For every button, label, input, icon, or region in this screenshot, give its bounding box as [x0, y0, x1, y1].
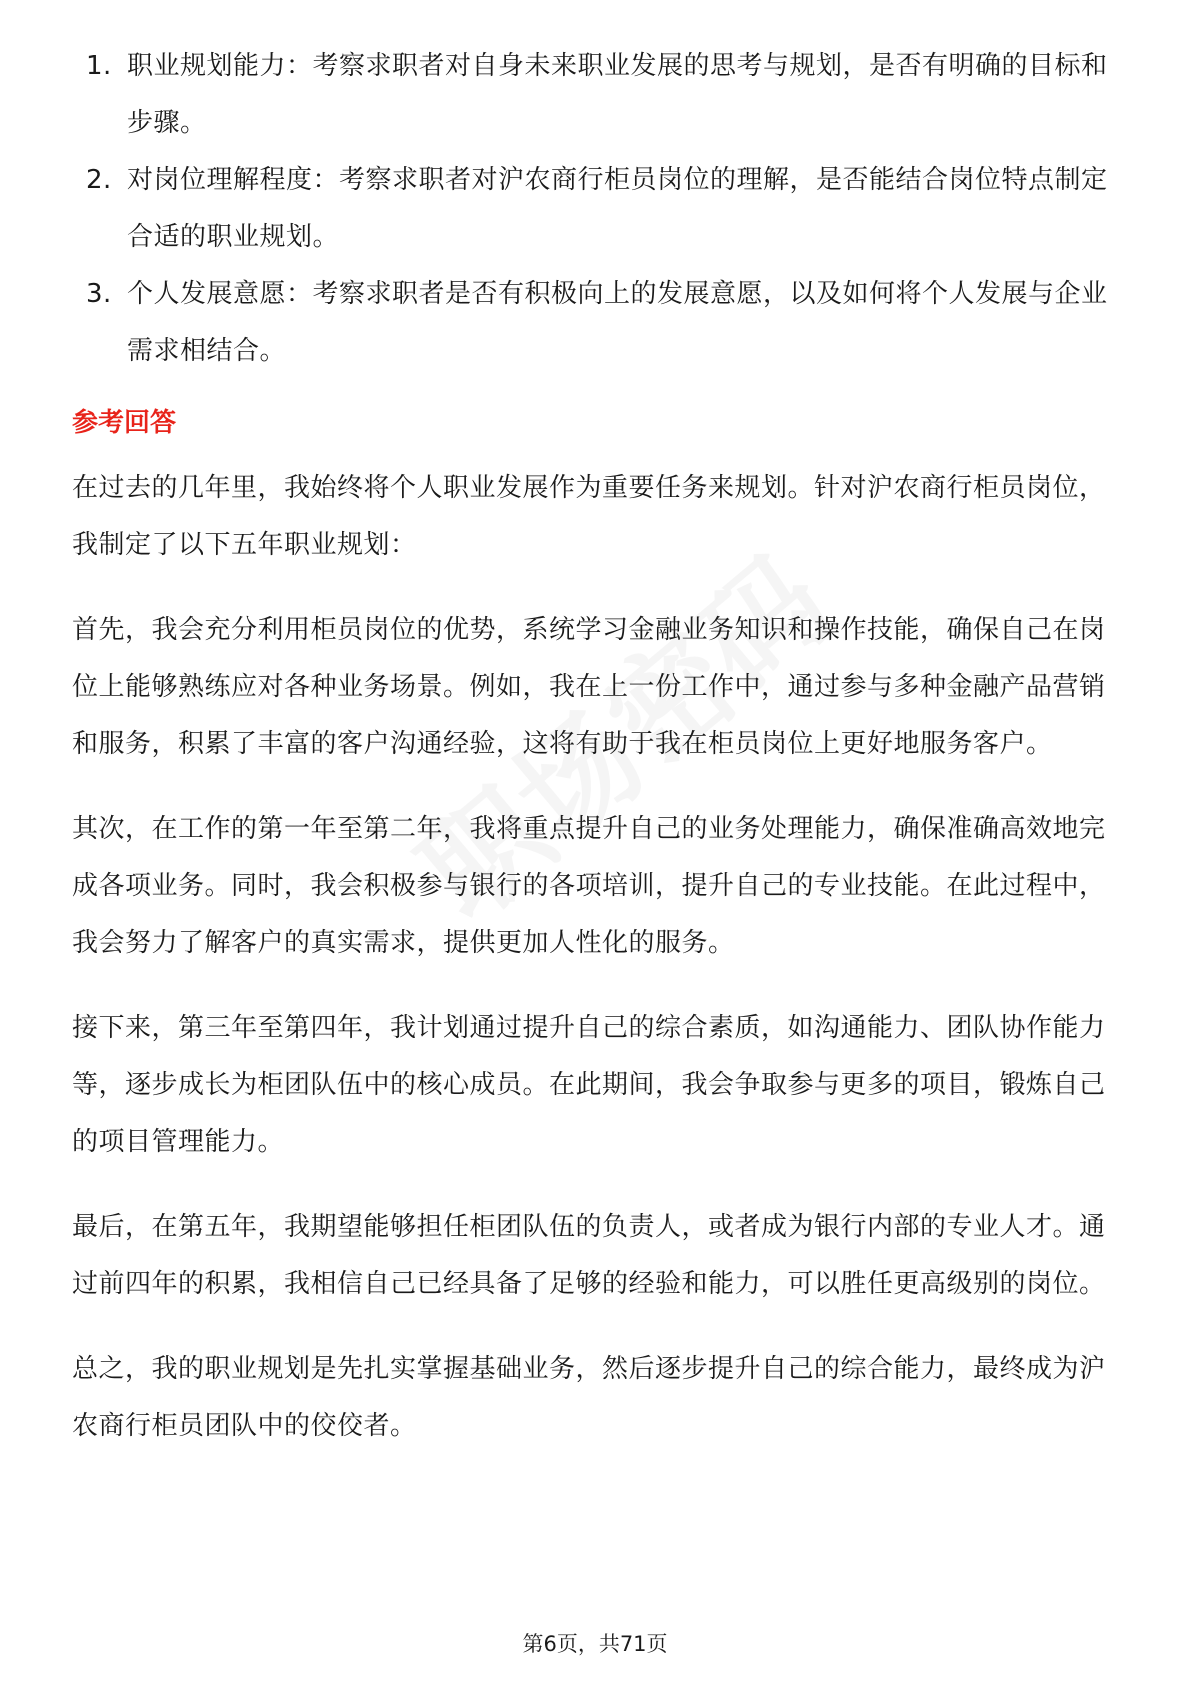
- paragraph-second: 其次，在工作的第一年至第二年，我将重点提升自己的业务处理能力，确保准确高效地完成各项业务。同时，我会积极参与银行的各项培训，提升自己的专业技能。在此过程中，我会努力了解客户的真实需求，提供更加人性化的服务。: [72, 814, 1106, 958]
- list-item-number: 1.: [86, 51, 112, 81]
- list-item: [72, 38, 1118, 152]
- list-item-text: 对岗位理解程度：考察求职者对沪农商行柜员岗位的理解，是否能结合岗位特点制定合适的职业规划。: [127, 165, 1108, 252]
- paragraph-intro: 在过去的几年里，我始终将个人职业发展作为重要任务来规划。针对沪农商行柜员岗位，我制定了以下五年职业规划：: [72, 473, 1106, 560]
- list-item-number: 3.: [86, 279, 112, 309]
- paragraph-summary: 总之，我的职业规划是先扎实掌握基础业务，然后逐步提升自己的综合能力，最终成为沪农商行柜员团队中的佼佼者。: [72, 1354, 1106, 1441]
- paragraph-third: 接下来，第三年至第四年，我计划通过提升自己的综合素质，如沟通能力、团队协作能力等，逐步成长为柜团队伍中的核心成员。在此期间，我会争取参与更多的项目，锻炼自己的项目管理能力。: [72, 1013, 1106, 1157]
- section-title: 参考回答: [72, 408, 177, 438]
- list-item: [72, 266, 1118, 380]
- page-footer: 第6页，共71页: [522, 1632, 668, 1656]
- paragraph-first: 首先，我会充分利用柜员岗位的优势，系统学习金融业务知识和操作技能，确保自己在岗位上能够熟练应对各种业务场景。例如，我在上一份工作中，通过参与多种金融产品营销和服务，积累了丰富的客户沟通经验，这将有助于我在柜员岗位上更好地服务客户。: [72, 615, 1106, 759]
- document-page: [72, 38, 1118, 1455]
- evaluation-criteria-list: [72, 38, 1118, 380]
- list-item-text: 个人发展意愿：考察求职者是否有积极向上的发展意愿，以及如何将个人发展与企业需求相结合。: [127, 279, 1108, 366]
- list-item-text: 职业规划能力：考察求职者对自身未来职业发展的思考与规划，是否有明确的目标和步骤。: [127, 51, 1108, 138]
- list-item: [72, 152, 1118, 266]
- list-item-number: 2.: [86, 165, 112, 195]
- paragraph-fourth: 最后，在第五年，我期望能够担任柜团队伍的负责人，或者成为银行内部的专业人才。通过前四年的积累，我相信自己已经具备了足够的经验和能力，可以胜任更高级别的岗位。: [72, 1212, 1106, 1299]
